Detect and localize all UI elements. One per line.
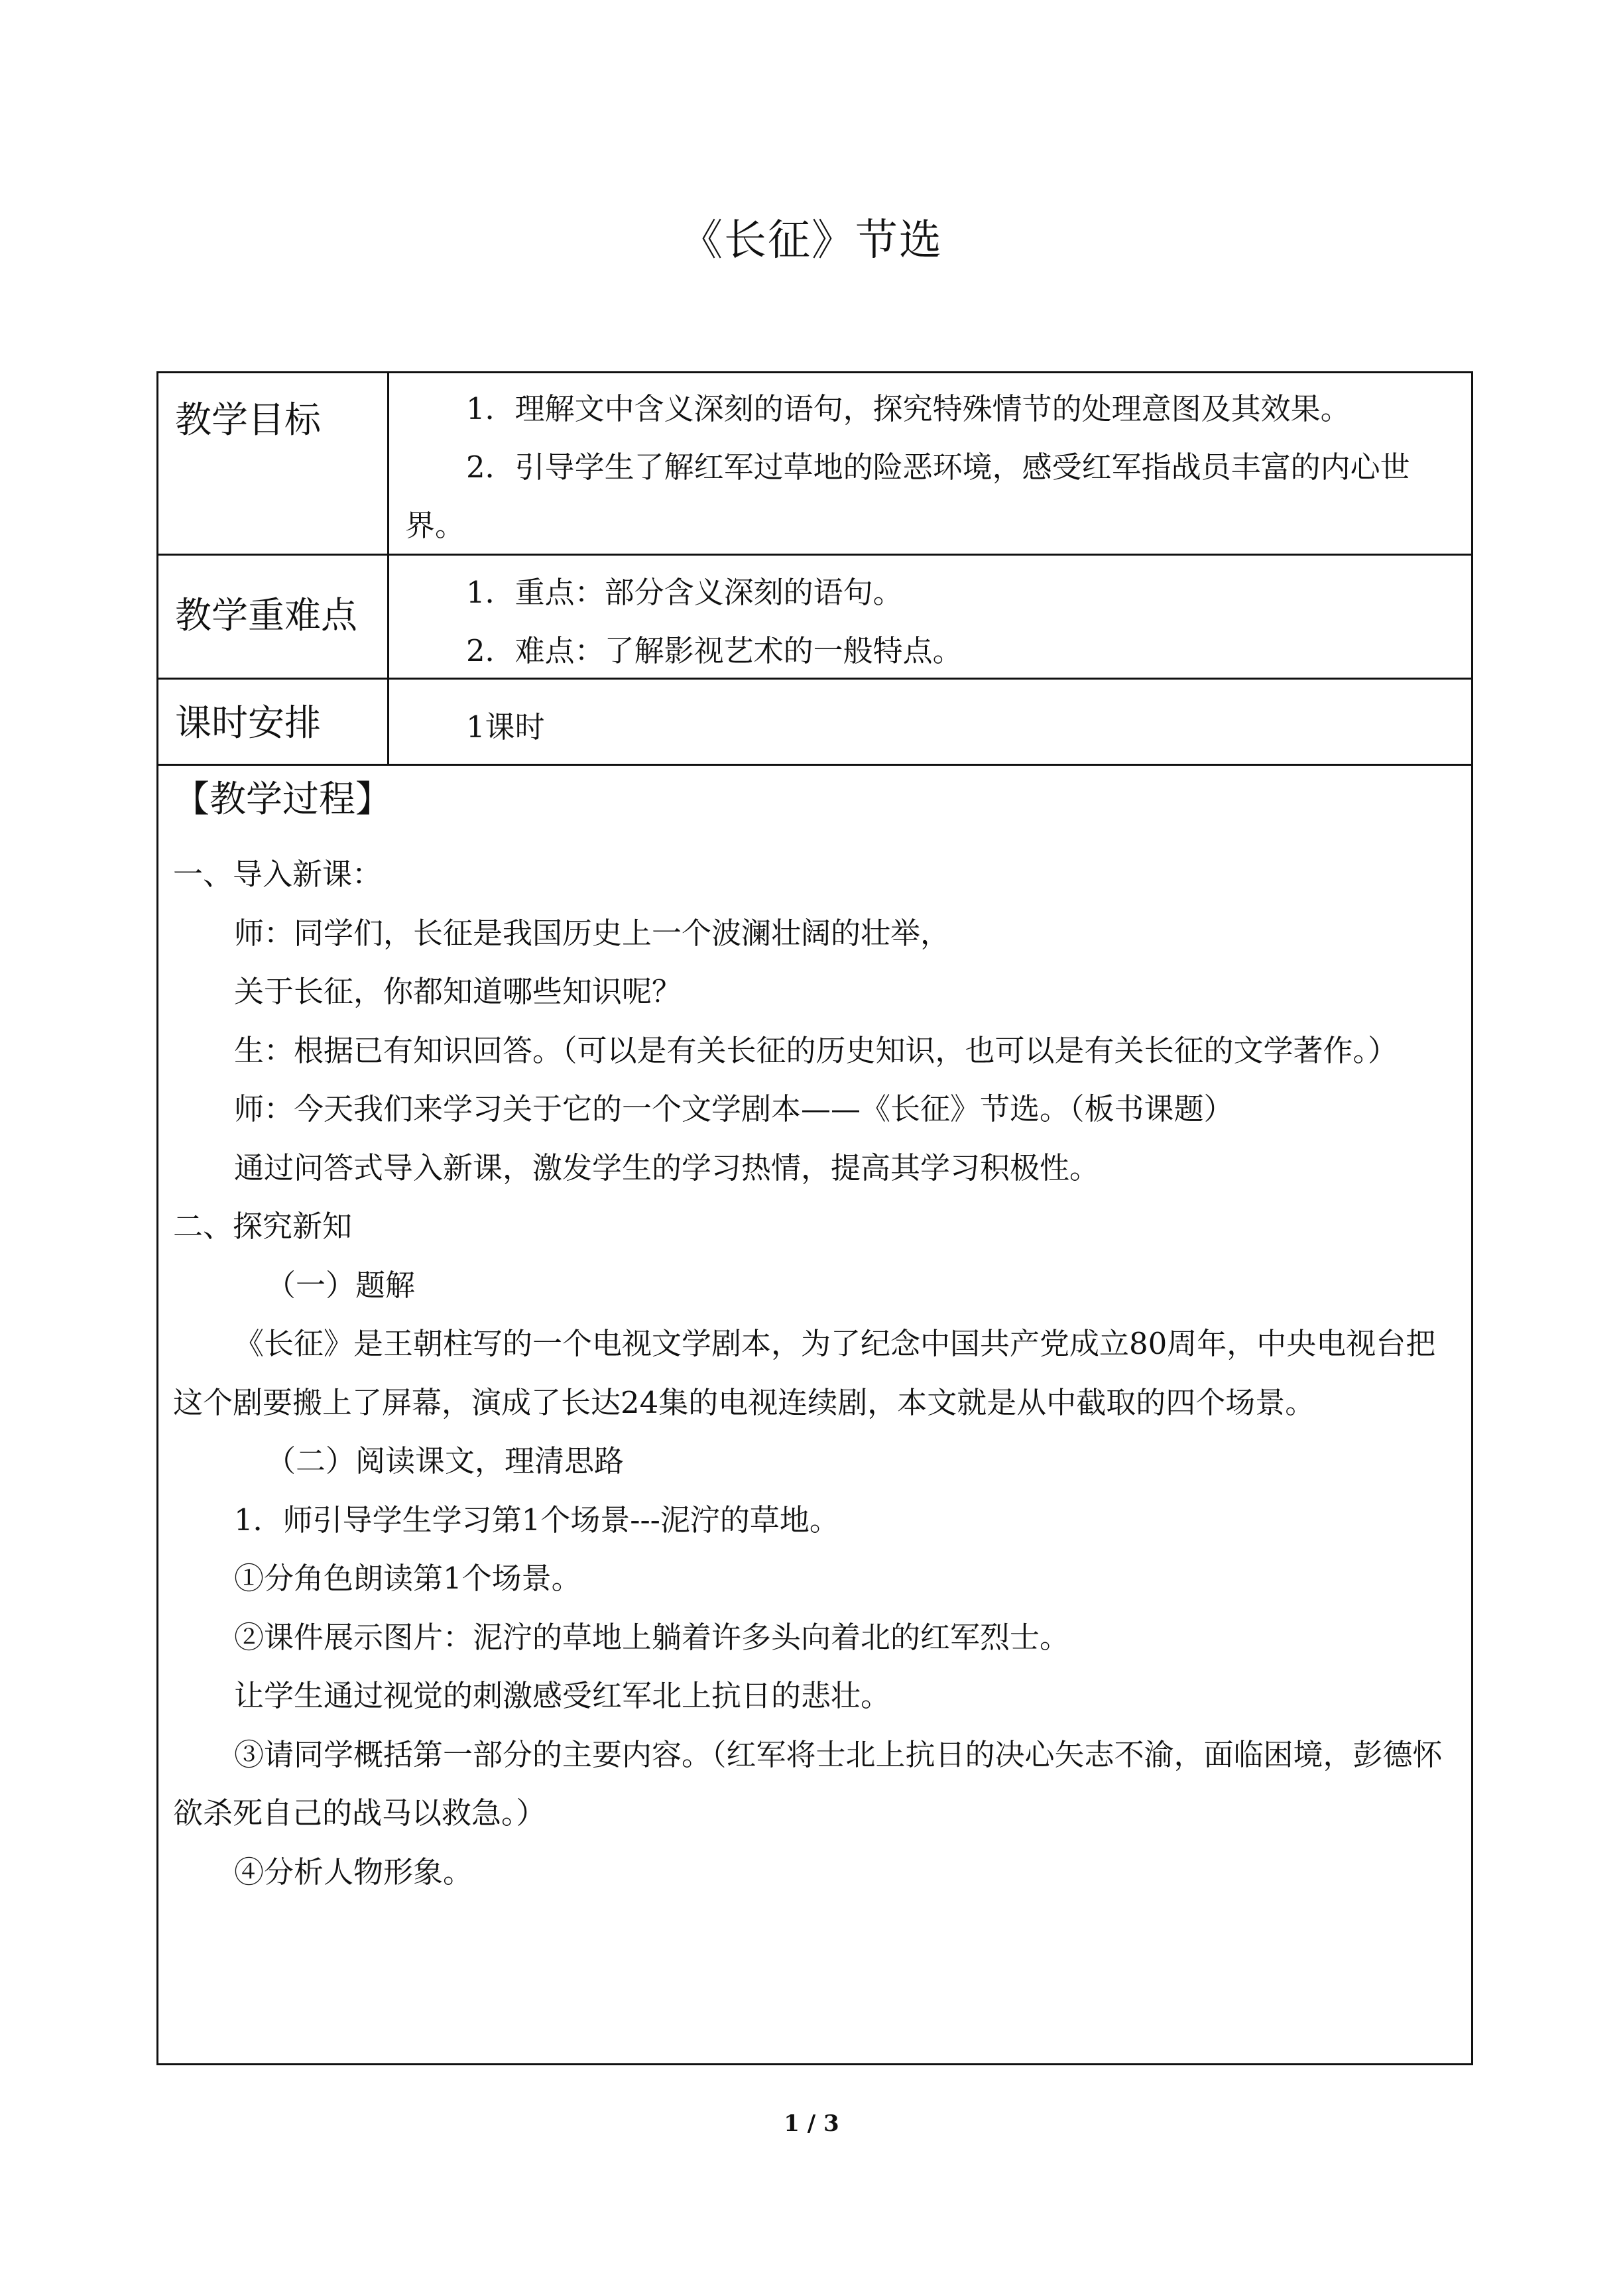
process-heading: 【教学过程】 xyxy=(173,778,392,820)
paragraph: （二）阅读课文，理清思路 xyxy=(266,1443,625,1479)
paragraph: 通过问答式导入新课，激发学生的学习热情，提高其学习积极性。 xyxy=(234,1150,1100,1185)
row-content xyxy=(405,698,1458,756)
row-label: 教学重难点 xyxy=(175,594,358,636)
paragraph: ④分析人物形象。 xyxy=(234,1854,473,1890)
content-line: 2．难点：了解影视艺术的一般特点。 xyxy=(466,633,963,668)
paragraph: ①分角色朗读第1个场景。 xyxy=(234,1561,581,1596)
table-row-key-points xyxy=(158,556,1471,680)
page-number: 1 / 3 xyxy=(784,2110,839,2137)
row-label: 教学目标 xyxy=(175,398,322,441)
paragraph: 关于长征，你都知道哪些知识呢？ xyxy=(234,974,682,1009)
table-row-objectives xyxy=(158,373,1471,556)
paragraph: ③请同学概括第一部分的主要内容。（红军将士北上抗日的决心矢志不渝，面临困境，彭德怀欲杀死自己的战马以救急。） xyxy=(173,1736,1443,1831)
paragraph: 《长征》是王朝柱写的一个电视文学剧本，为了纪念中国共产党成立80周年，中央电视台把这个剧要搬上了屏幕，演成了长达24集的电视连续剧，本文就是从中截取的四个场景。 xyxy=(173,1326,1436,1420)
paragraph: 师：今天我们来学习关于它的一个文学剧本——《长征》节选。（板书课题） xyxy=(234,1091,1234,1126)
table-row-process xyxy=(158,766,1471,2063)
content-line: 1．重点：部分含义深刻的语句。 xyxy=(466,575,903,610)
content-line: 1课时 xyxy=(466,709,545,745)
paragraph: 1．师引导学生学习第1个场景---泥泞的草地。 xyxy=(234,1502,839,1538)
content-line: 1．理解文中含义深刻的语句，探究特殊情节的处理意图及其效果。 xyxy=(466,391,1351,426)
paragraph: 师：同学们，长征是我国历史上一个波澜壮阔的壮举， xyxy=(234,915,951,951)
table-row-schedule xyxy=(158,680,1471,766)
row-label: 课时安排 xyxy=(175,701,322,744)
paragraph: 一、导入新课： xyxy=(173,857,383,892)
content-line: 2．引导学生了解红军过草地的险恶环境，感受红军指战员丰富的内心世界。 xyxy=(405,450,1410,543)
paragraph: 二、探究新知 xyxy=(173,1209,353,1244)
process-section xyxy=(173,766,1458,1902)
paragraph: ②课件展示图片：泥泞的草地上躺着许多头向着北的红军烈士。 xyxy=(234,1619,1070,1655)
paragraph: 让学生通过视觉的刺激感受红军北上抗日的悲壮。 xyxy=(234,1678,891,1713)
row-content xyxy=(405,564,1458,680)
paragraph: 生：根据已有知识回答。（可以是有关长征的历史知识，也可以是有关长征的文学著作。） xyxy=(234,1032,1398,1068)
lesson-plan-table xyxy=(156,371,1473,2065)
paragraph: （一）题解 xyxy=(266,1267,416,1303)
row-content xyxy=(405,380,1458,555)
page-title: 《长征》节选 xyxy=(680,216,943,265)
